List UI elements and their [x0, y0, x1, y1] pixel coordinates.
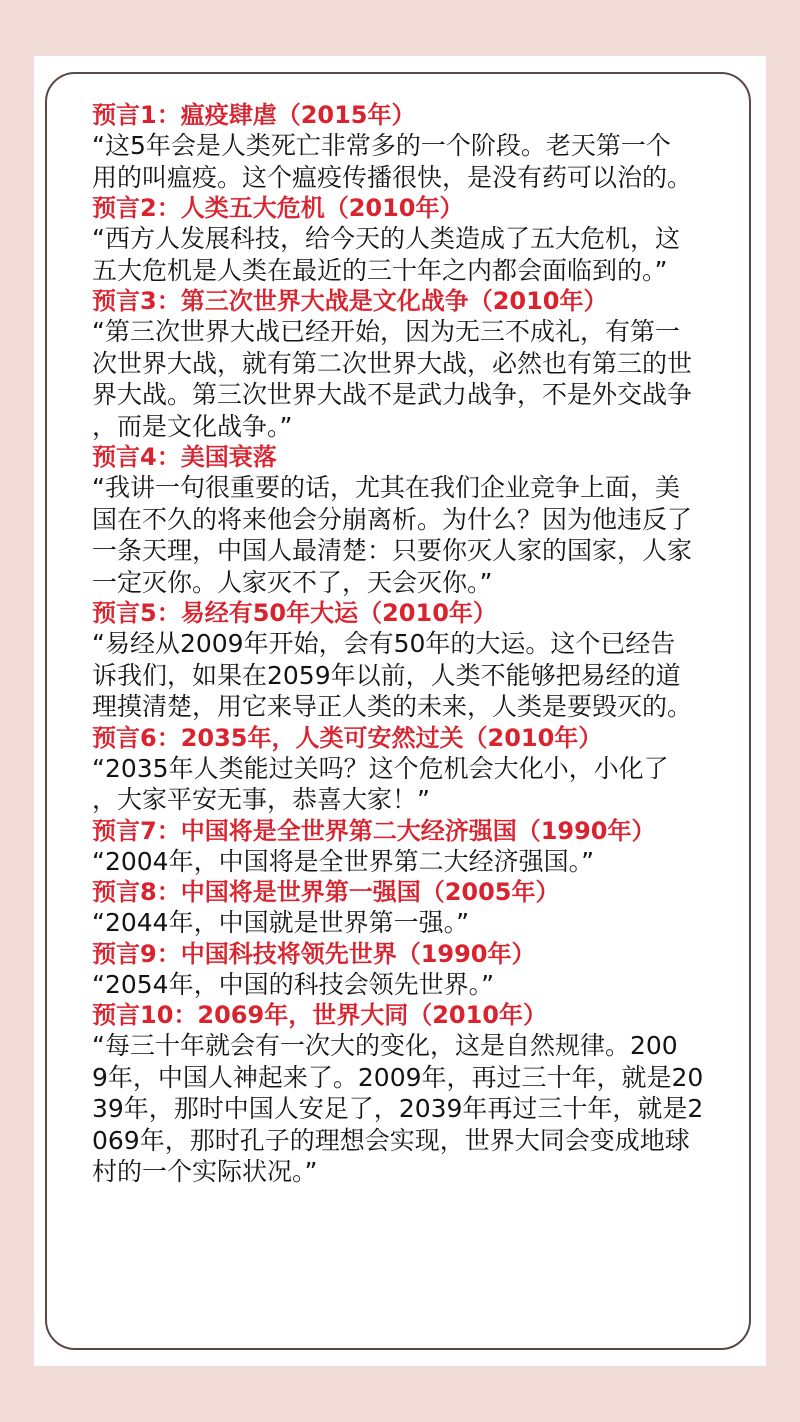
prophecy-1 — [92, 100, 728, 193]
prophecy-quote — [92, 1030, 728, 1188]
quote-line: ，大家平安无事，恭喜大家！” — [92, 785, 430, 814]
prophecy-4 — [92, 442, 728, 598]
prophecy-heading: 预言2：人类五大危机（2010年） — [92, 194, 464, 222]
quote-line: 五大危机是人类在最近的三十年之内都会面临到的。” — [92, 255, 668, 285]
prophecy-heading: 预言10：2069年，世界大同（2010年） — [92, 1001, 547, 1029]
quote-line: 39年，那时中国人安足了，2039年再过三十年，就是2 — [92, 1094, 704, 1123]
prophecy-5 — [92, 598, 728, 723]
quote-line: “2004年，中国将是全世界第二大经济强国。” — [92, 846, 595, 876]
quote-line: “每三十年就会有一次大的变化，这是自然规律。200 — [92, 1031, 678, 1060]
quote-line: 村的一个实际状况。” — [92, 1157, 318, 1186]
quote-line: “西方人发展科技，给今天的人类造成了五大危机，这 — [92, 224, 680, 253]
quote-line: 次世界大战，就有第二次世界大战，必然也有第三的世 — [92, 348, 693, 378]
prophecy-quote — [92, 628, 728, 723]
prophecy-2 — [92, 193, 728, 286]
prophecy-quote — [92, 753, 728, 816]
quote-line: “2044年，中国就是世界第一强。” — [92, 908, 470, 937]
prophecy-heading: 预言3：第三次世界大战是文化战争（2010年） — [92, 287, 608, 315]
prophecy-heading: 预言5：易经有50年大运（2010年） — [92, 599, 497, 627]
quote-line: 一条天理，中国人最清楚：只要你灭人家的国家，人家 — [92, 536, 693, 565]
prophecy-quote — [92, 907, 728, 939]
prophecy-quote — [92, 472, 728, 598]
prophecy-heading: 预言4：美国衰落 — [92, 443, 277, 471]
quote-line: 069年，那时孔子的理想会实现，世界大同会变成地球 — [92, 1125, 690, 1155]
prophecy-heading: 预言1：瘟疫肆虐（2015年） — [92, 101, 416, 129]
quote-line: 用的叫瘟疫。这个瘟疫传播很快，是没有药可以治的。 — [92, 162, 693, 192]
prophecy-list — [92, 100, 728, 1188]
prophecy-9 — [92, 939, 728, 1001]
quote-line: 诉我们，如果在2059年以前，人类不能够把易经的道 — [92, 660, 681, 690]
prophecy-6 — [92, 723, 728, 816]
prophecy-quote — [92, 969, 728, 1001]
prophecy-3 — [92, 286, 728, 442]
prophecy-7 — [92, 816, 728, 878]
quote-line: “易经从2009年开始，会有50年的大运。这个已经告 — [92, 629, 676, 658]
quote-line: “我讲一句很重要的话，尤其在我们企业竞争上面，美 — [92, 473, 680, 502]
quote-line: “2054年，中国的科技会领先世界。” — [92, 969, 495, 999]
quote-line: 国在不久的将来他会分崩离析。为什么？因为他违反了 — [92, 504, 693, 534]
quote-line: “这5年会是人类死亡非常多的一个阶段。老天第一个 — [92, 131, 671, 160]
quote-line: 一定灭你。人家灭不了，天会灭你。” — [92, 567, 493, 597]
quote-line: ，而是文化战争。” — [92, 411, 293, 441]
prophecy-quote — [92, 316, 728, 442]
prophecy-quote — [92, 130, 728, 193]
prophecy-heading: 预言6：2035年，人类可安然过关（2010年） — [92, 723, 603, 752]
prophecy-8 — [92, 877, 728, 939]
quote-line: 界大战。第三次世界大战不是武力战争，不是外交战争 — [92, 380, 693, 409]
quote-line: 理摸清楚，用它来导正人类的未来，人类是要毁灭的。 — [92, 692, 693, 721]
prophecy-quote — [92, 223, 728, 286]
quote-line: “第三次世界大战已经开始，因为无三不成礼，有第一 — [92, 317, 680, 346]
quote-line: “2035年人类能过关吗？这个危机会大化小，小化了 — [92, 753, 669, 783]
prophecy-10 — [92, 1000, 728, 1188]
prophecy-heading: 预言7：中国将是全世界第二大经济强国（1990年） — [92, 816, 656, 845]
prophecy-heading: 预言8：中国将是世界第一强国（2005年） — [92, 878, 560, 906]
quote-line: 9年，中国人神起来了。2009年，再过三十年，就是20 — [92, 1062, 704, 1092]
prophecy-quote — [92, 846, 728, 878]
prophecy-heading: 预言9：中国科技将领先世界（1990年） — [92, 939, 536, 968]
